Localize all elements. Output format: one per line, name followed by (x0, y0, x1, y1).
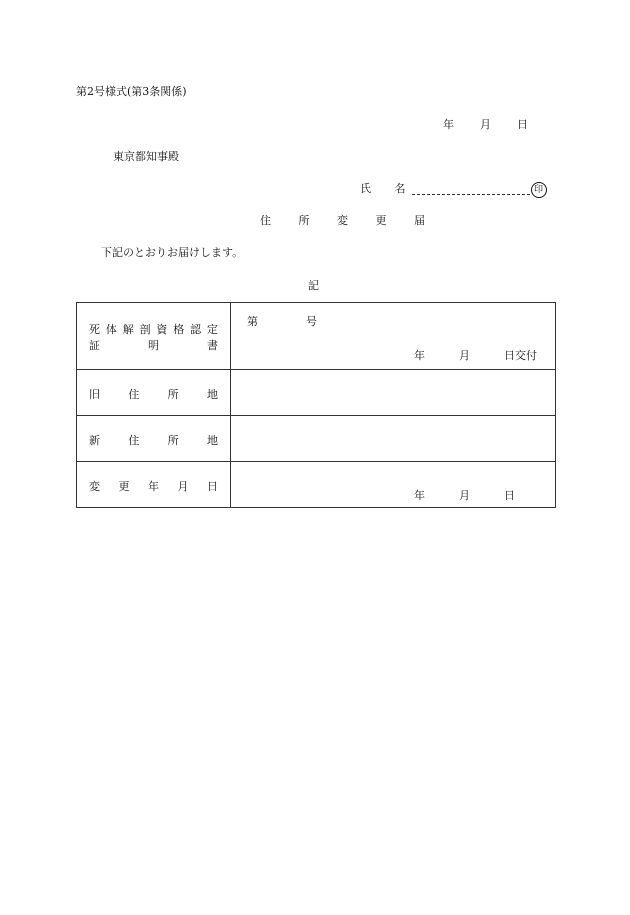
change-of-address-table (76, 302, 556, 508)
change-date-label: 変 更 年 月 日 (89, 480, 218, 493)
old-address-label: 旧 住 所 地 (89, 388, 218, 401)
ki-heading: 記 (308, 279, 319, 292)
new-address-label: 新 住 所 地 (89, 434, 218, 447)
submission-date (443, 118, 528, 132)
date-year: 年 (443, 118, 454, 131)
seal-mark-icon: 印 (531, 182, 547, 198)
cert-label-cell (77, 303, 231, 370)
cert-value-cell[interactable] (231, 303, 556, 370)
table-row (77, 462, 556, 508)
name-field[interactable] (412, 182, 530, 195)
new-address-label-cell (77, 416, 231, 462)
table-row (77, 416, 556, 462)
change-date-label-cell (77, 462, 231, 508)
name-label: 氏 名 (360, 182, 416, 195)
intro-text: 下記のとおりお届けします。 (101, 246, 244, 259)
old-address-label-cell (77, 370, 231, 416)
table-row (77, 370, 556, 416)
cert-number: 第 号 (247, 315, 317, 328)
change-date-field[interactable] (231, 462, 556, 508)
date-month: 月 (480, 118, 491, 131)
old-address-field[interactable] (231, 370, 556, 416)
change-date-value: 年 月 日 (414, 489, 515, 502)
table-row (77, 303, 556, 370)
cert-label-line1: 死 体 解 剖 資 格 認 定 (89, 323, 218, 336)
new-address-field[interactable] (231, 416, 556, 462)
addressee: 東京都知事殿 (113, 150, 179, 163)
document-title: 住 所 変 更 届 (260, 214, 437, 227)
form-number: 第2号様式(第3条関係) (76, 85, 187, 98)
applicant-name-row (360, 182, 547, 198)
date-day: 日 (517, 118, 528, 131)
cert-issue-date: 年 月 日交付 (414, 349, 537, 362)
cert-label-line2: 証 明 書 (89, 339, 218, 352)
